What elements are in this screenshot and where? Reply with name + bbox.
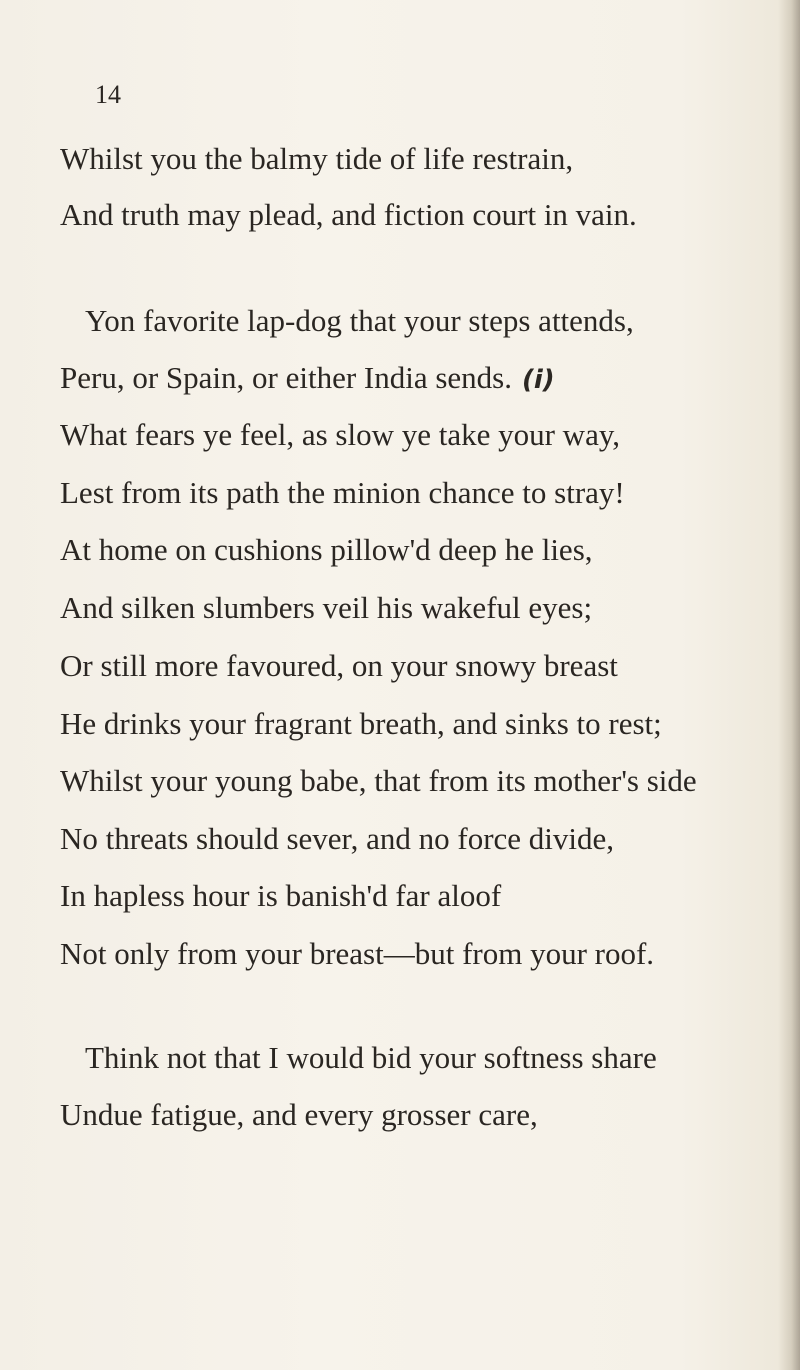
poem-line: Think not that I would bid your softness share — [85, 1040, 657, 1075]
poem-line: What fears ye feel, as slow ye take your way, — [60, 417, 621, 452]
poem-line: Or still more favoured, on your snowy breast — [60, 648, 618, 683]
poem-line: And truth may plead, and fiction court in vain. — [60, 197, 637, 232]
poem-line: Not only from your breast—but from your roof. — [60, 936, 655, 971]
poem-line: He drinks your fragrant breath, and sinks to rest; — [60, 706, 662, 741]
poem-line: At home on cushions pillow'd deep he lies, — [60, 532, 593, 567]
handwritten-annotation: (i) — [521, 365, 555, 395]
poem-line: Lest from its path the minion chance to stray! — [60, 475, 625, 510]
poem-line: Yon favorite lap-dog that your steps attends, — [85, 303, 634, 338]
page-number: 14 — [95, 80, 121, 109]
page-edge-shadow — [778, 0, 800, 1370]
poem-line-with-annotation — [60, 362, 555, 393]
poem-line: Peru, or Spain, or either India sends. — [60, 360, 512, 395]
poem-line: Whilst you the balmy tide of life restrain, — [60, 141, 574, 176]
poem-line: In hapless hour is banish'd far aloof — [60, 878, 502, 913]
poem-line: No threats should sever, and no force divide, — [60, 821, 615, 856]
poem-line: Whilst your young babe, that from its mother's side — [60, 763, 697, 798]
poem-line: And silken slumbers veil his wakeful eyes; — [60, 590, 593, 625]
poem-line: Undue fatigue, and every grosser care, — [60, 1097, 538, 1132]
